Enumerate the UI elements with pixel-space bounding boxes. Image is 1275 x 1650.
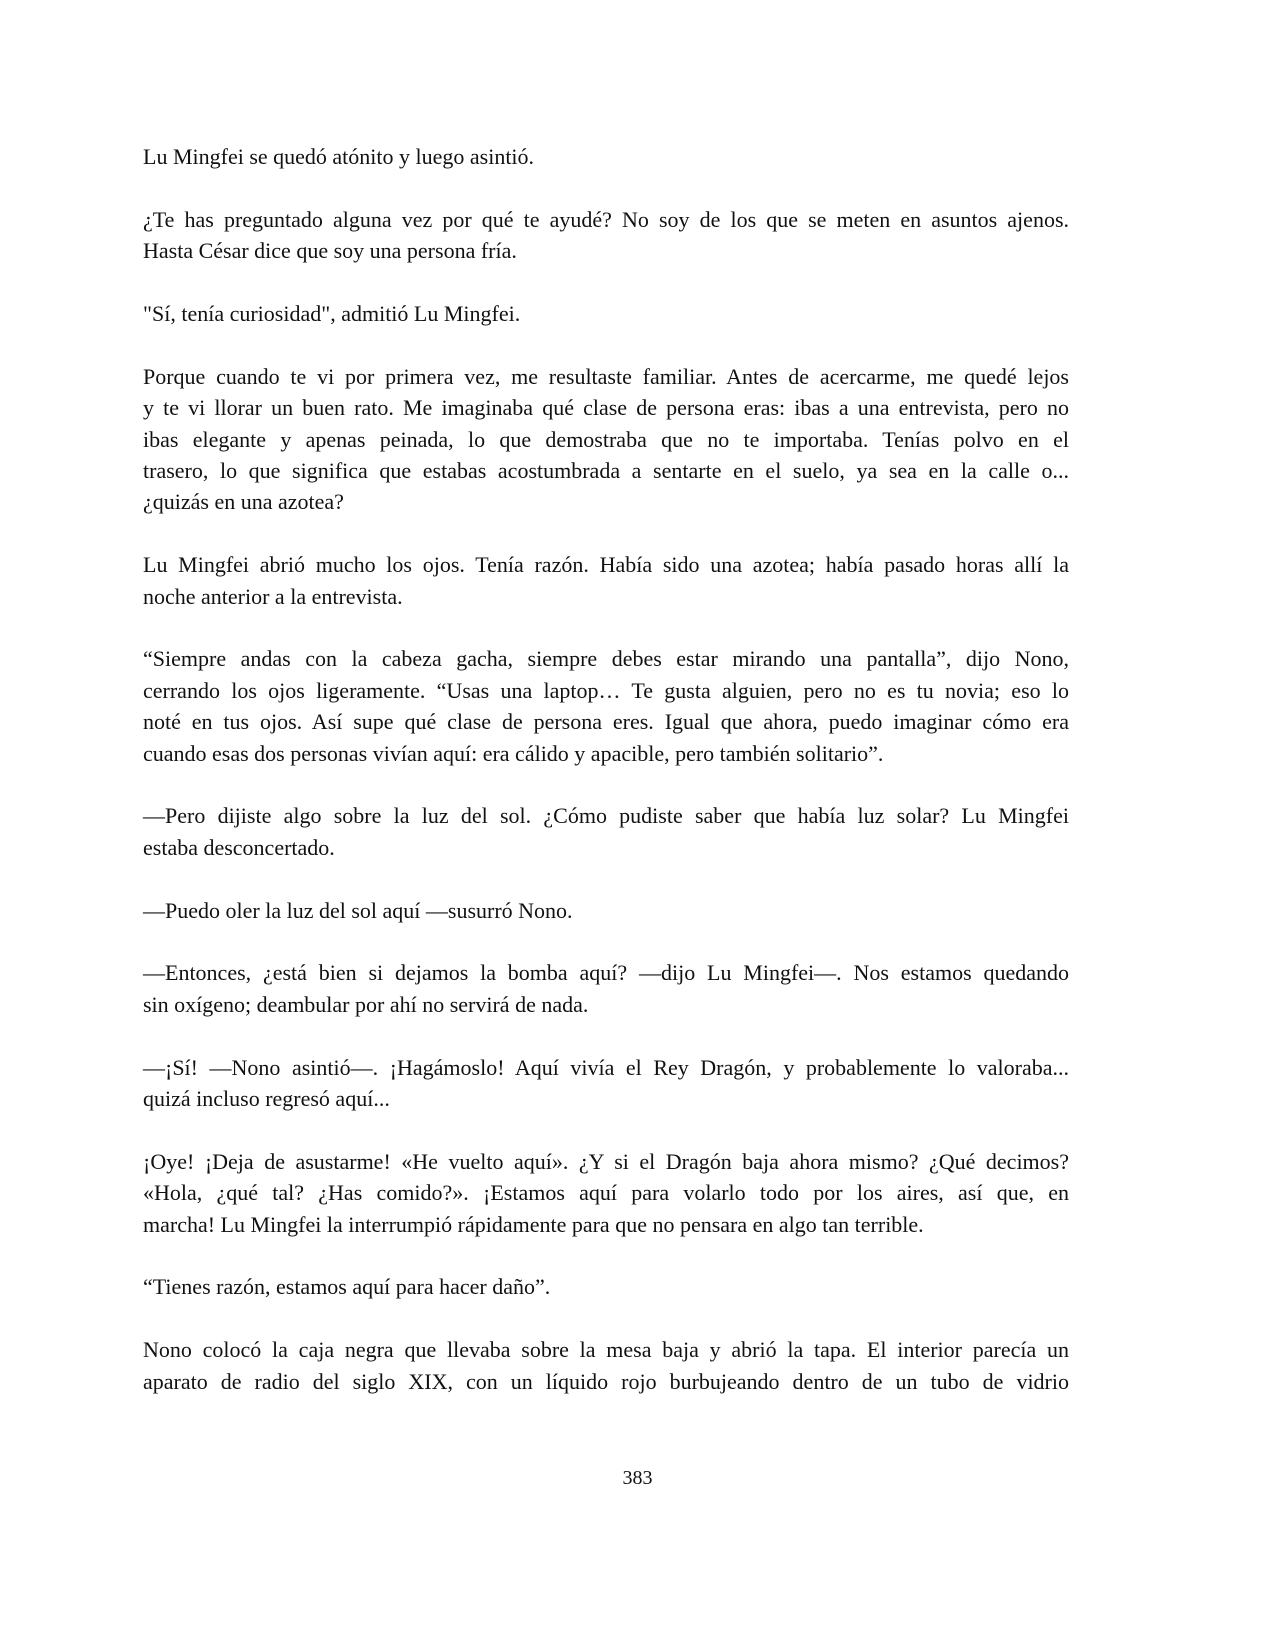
text-line: "Sí, tenía curiosidad", admitió Lu Mingfei. xyxy=(143,301,521,326)
text-line: “Siempre andas con la cabeza gacha, siempre debes estar mirando una pantalla”, dijo Nono, xyxy=(143,646,1069,672)
text-line: trasero, lo que significa que estabas acostumbrada a sentarte en el suelo, ya sea en la calle o... xyxy=(143,458,1069,484)
text-line: «Hola, ¿qué tal? ¿Has comido?». ¡Estamos aquí para volarlo todo por los aires, así que, en xyxy=(143,1180,1069,1206)
paragraph xyxy=(143,1052,1069,1115)
paragraph xyxy=(143,800,1069,863)
text-line: aparato de radio del siglo XIX, con un líquido rojo burbujeando dentro de un tubo de vidrio xyxy=(143,1368,1069,1394)
text-line: “Tienes razón, estamos aquí para hacer daño”. xyxy=(143,1274,551,1300)
paragraph xyxy=(143,1334,1069,1397)
paragraph xyxy=(143,643,1069,769)
text-line: Lu Mingfei abrió mucho los ojos. Tenía razón. Había sido una azotea; había pasado horas allí la xyxy=(143,552,1069,578)
text-line: cerrando los ojos ligeramente. “Usas una laptop… Te gusta alguien, pero no es tu novia; eso lo xyxy=(143,677,1069,703)
paragraph xyxy=(143,549,1069,612)
paragraph xyxy=(143,957,1069,1020)
page-number: 383 xyxy=(622,1467,653,1489)
text-line: marcha! Lu Mingfei la interrumpió rápidamente para que no pensara en algo tan terrible. xyxy=(143,1211,924,1237)
paragraph xyxy=(143,895,1069,926)
paragraph xyxy=(143,298,1069,329)
text-line: ¿quizás en una azotea? xyxy=(143,489,344,515)
text-line: Lu Mingfei se quedó atónito y luego asintió. xyxy=(143,144,535,169)
paragraph xyxy=(143,1271,1069,1302)
text-line: —Puedo oler la luz del sol aquí —susurró Nono. xyxy=(143,897,573,923)
text-line: estaba desconcertado. xyxy=(143,834,335,860)
paragraph xyxy=(143,204,1069,267)
text-line: Nono colocó la caja negra que llevaba sobre la mesa baja y abrió la tapa. El interior parecía un xyxy=(143,1337,1069,1363)
text-line: —Pero dijiste algo sobre la luz del sol. ¿Cómo pudiste saber que había luz solar? Lu Mingfei xyxy=(143,803,1069,829)
paragraph xyxy=(143,1146,1069,1240)
text-line: noté en tus ojos. Así supe qué clase de persona eres. Igual que ahora, puedo imaginar cómo era xyxy=(143,709,1069,735)
text-line: cuando esas dos personas vivían aquí: era cálido y apacible, pero también solitario”. xyxy=(143,740,884,766)
text-line: y te vi llorar un buen rato. Me imaginaba qué clase de persona eras: ibas a una entrevista, pero no xyxy=(143,395,1069,421)
body-text xyxy=(143,141,1069,1428)
paragraph xyxy=(143,141,1069,172)
text-line: noche anterior a la entrevista. xyxy=(143,583,403,609)
text-line: ibas elegante y apenas peinada, lo que demostraba que no te importaba. Tenías polvo en el xyxy=(143,426,1069,452)
text-line: Porque cuando te vi por primera vez, me resultaste familiar. Antes de acercarme, me quedé lejos xyxy=(143,363,1069,389)
text-line: —Entonces, ¿está bien si dejamos la bomba aquí? —dijo Lu Mingfei—. Nos estamos quedando xyxy=(143,960,1069,986)
paragraph xyxy=(143,361,1069,518)
text-line: quizá incluso regresó aquí... xyxy=(143,1086,390,1112)
text-line: sin oxígeno; deambular por ahí no servirá de nada. xyxy=(143,991,589,1017)
text-line: ¿Te has preguntado alguna vez por qué te ayudé? No soy de los que se meten en asuntos ajenos. xyxy=(143,206,1069,232)
text-line: Hasta César dice que soy una persona fría. xyxy=(143,238,517,264)
text-line: ¡Oye! ¡Deja de asustarme! «He vuelto aquí». ¿Y si el Dragón baja ahora mismo? ¿Qué decimos? xyxy=(143,1148,1069,1174)
text-line: —¡Sí! —Nono asintió—. ¡Hagámoslo! Aquí vivía el Rey Dragón, y probablemente lo valoraba... xyxy=(143,1054,1069,1080)
